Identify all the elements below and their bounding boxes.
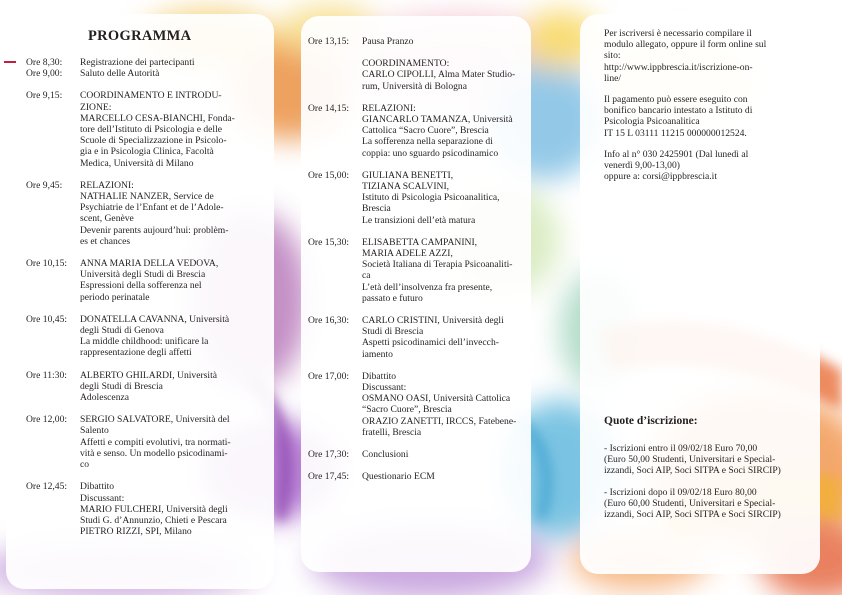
schedule-text: ALBERTO GHILARDI, Università degli Studi di Brescia Adolescenza (80, 369, 218, 404)
schedule-text: Questionario ECM (362, 471, 435, 483)
schedule-text: ANNA MARIA DELLA VEDOVA, Università degli Studi di Brescia Espressioni della sofferenza nel periodo perinatale (80, 258, 219, 303)
schedule-entry (26, 314, 266, 359)
schedule-time: Ore 15,00: (308, 169, 350, 181)
schedule-text: CARLO CRISTINI, Università degli Studi di Brescia Aspetti psicodinamici dell’invecch- iamento (362, 315, 504, 360)
schedule-entry (308, 471, 538, 482)
schedule-time: Ore 8,30: Ore 9,00: (26, 57, 63, 80)
schedule-entry (26, 481, 266, 537)
schedule-text: Conclusioni (362, 449, 409, 461)
schedule-time: Ore 10,45: (26, 313, 68, 325)
schedule-entry (308, 58, 538, 92)
program-column-2 (308, 36, 538, 494)
schedule-time: Ore 13,15: (308, 36, 350, 47)
schedule-entry (308, 36, 538, 47)
schedule-text: SERGIO SALVATORE, Università del Salento Affetti e compiti evolutivi, tra normati- vità e senso. Un modello psicodinami- co (80, 414, 231, 471)
schedule-time: Ore 12,45: (26, 481, 68, 493)
fees-title: Quote d’iscrizione: (604, 415, 698, 427)
schedule-entry (308, 449, 538, 460)
schedule-time: Ore 9,45: (26, 179, 63, 191)
schedule-text: ELISABETTA CAMPANINI, MARIA ADELE AZZI, Società Italiana di Terapia Psicoanaliti- ca L’età dell’insolvenza fra presente, passato e futuro (362, 236, 513, 304)
fees-list (604, 443, 819, 530)
schedule-text: RELAZIONI: GIANCARLO TAMANZA, Università Cattolica “Sacro Cuore”, Brescia La sofferenza nella separazione di coppia: uno sguardo psicodinamico (362, 102, 513, 159)
payment-paragraph: Il pagamento può essere eseguito con bonifico bancario intestato a Istituto di Psicologia Psicoanalitica IT 15 L 03111 11215 000000012524. (604, 94, 753, 139)
schedule-text: Pausa Pranzo (362, 36, 414, 47)
schedule-text: RELAZIONI: NATHALIE NANZER, Service de Psychiatrie de l’Enfant et de l’Adole- scent, Genève Devenir parents aujourd’hui: problèm- es et chances (80, 179, 229, 247)
program-title: PROGRAMMA (88, 28, 192, 44)
schedule-time: Ore 10,15: (26, 258, 68, 270)
info-paragraph: Info al n° 030 2425901 (Dal lunedì al venerdì 9,00-13,00) oppure a: corsi@ippbrescia.it (604, 148, 749, 183)
schedule-text: GIULIANA BENETTI, TIZIANA SCALVINI, Istituto di Psicologia Psicoanalitica, Brescia Le transizioni dell’età matura (362, 169, 500, 226)
schedule-entry (308, 371, 538, 438)
schedule-text: Dibattito Discussant: MARIO FULCHERI, Università degli Studi G. d’Annunzio, Chieti e Pescara PIETRO RIZZI, SPI, Milano (80, 481, 228, 538)
schedule-time: Ore 14,15: (308, 102, 350, 114)
schedule-entry (26, 90, 266, 168)
schedule-entry (26, 258, 266, 303)
schedule-text: COORDINAMENTO E INTRODU- ZIONE: MARCELLO CESA-BIANCHI, Fonda- tore dell’Istituto di Psicologia e delle Scuole di Specializzazione in Psicolo- gia e in Psicologia Clinica, Facoltà Medica, Università di Milano (80, 90, 235, 169)
schedule-entry (308, 170, 538, 226)
registration-paragraph: Per iscriversi è necessario compilare il modulo allegato, oppure il form online sul sito: http://www.ippbrescia.it/iscrizione-on- line/ (604, 28, 767, 84)
schedule-entry (26, 57, 266, 79)
fee-item-early: - Iscrizioni entro il 09/02/18 Euro 70,00 (Euro 50,00 Studenti, Universitari e Special- izzandi, Soci AIP, Soci SITPA e Soci SIRCIP) (604, 443, 781, 477)
schedule-text: DONATELLA CAVANNA, Università degli Studi di Genova La middle childhood: unificare la rappresentazione degli affetti (80, 313, 230, 359)
schedule-text: Registrazione dei partecipanti Saluto delle Autorità (80, 57, 195, 80)
schedule-time: Ore 12,00: (26, 414, 68, 426)
schedule-entry (308, 315, 538, 360)
schedule-time: Ore 17,00: (308, 370, 350, 382)
schedule-entry (26, 414, 266, 470)
schedule-time: Ore 17,30: (308, 449, 350, 461)
schedule-entry (308, 103, 538, 159)
red-marker (4, 61, 16, 63)
program-column-1 (26, 57, 266, 548)
registration-column (604, 28, 819, 192)
schedule-entry (26, 180, 266, 247)
schedule-time: Ore 17,45: (308, 471, 350, 483)
schedule-time: Ore 11:30: (26, 369, 67, 381)
schedule-text: Dibattito Discussant: OSMANO OASI, Università Cattolica “Sacro Cuore”, Brescia ORAZIO ZANETTI, IRCCS, Fatebene- fratelli, Brescia (362, 370, 517, 438)
schedule-time: Ore 15,30: (308, 236, 350, 248)
fee-item-late: - Iscrizioni dopo il 09/02/18 Euro 80,00 (Euro 60,00 Studenti, Universitari e Special- izzandi, Soci AIP, Soci SITPA e Soci SIRCIP) (604, 486, 781, 521)
schedule-time: Ore 16,30: (308, 315, 350, 327)
schedule-text: COORDINAMENTO: CARLO CIPOLLI, Alma Mater Studio- rum, Università di Bologna (362, 58, 516, 92)
schedule-entry (308, 237, 538, 304)
schedule-entry (26, 370, 266, 404)
schedule-time: Ore 9,15: (26, 90, 63, 102)
